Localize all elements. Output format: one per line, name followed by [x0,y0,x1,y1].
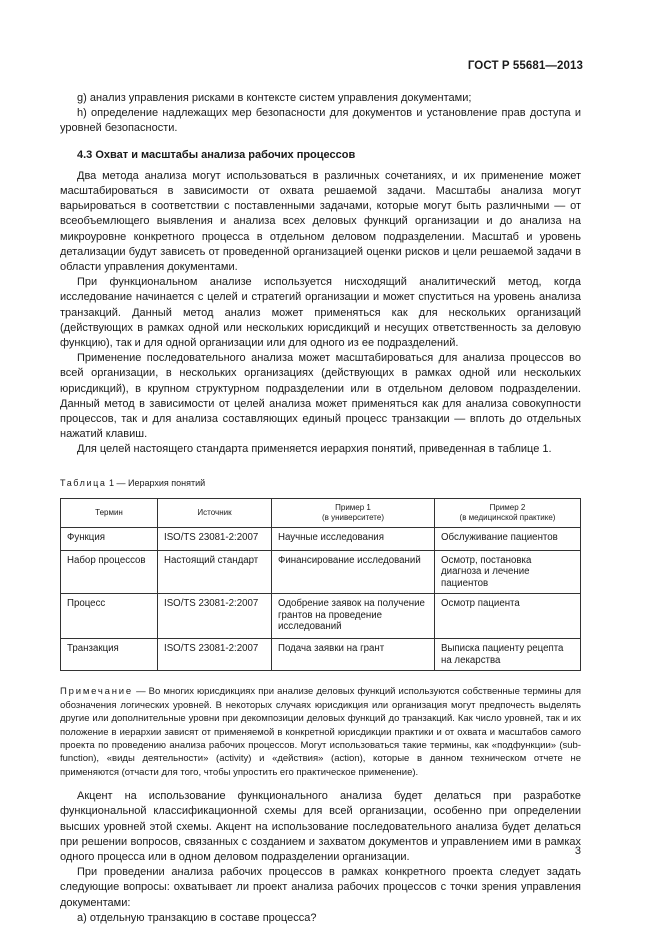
list-item-g: g) анализ управления рисками в контексте систем управления документами; [77,92,472,104]
cell-example-1: Одобрение заявок на получение грантов на проведение исследований [272,594,435,639]
cell-source: ISO/TS 23081-2:2007 [158,527,272,550]
paragraph-4: Для целей настоящего стандарта применяется иерархия понятий, приведенная в таблице 1. [77,443,552,456]
cell-source: ISO/TS 23081-2:2007 [158,594,272,639]
header-example-1: Пример 1 (в университете) [272,498,435,527]
table-note [60,685,581,779]
cell-example-2: Осмотр, постановка диагноза и лечение пациентов [435,550,581,594]
note-label: Примечание [60,686,133,698]
cell-term: Транзакция [61,639,158,671]
cell-example-2: Осмотр пациента [435,594,581,639]
table-row [61,639,581,671]
page-number: 3 [574,845,581,857]
header-example-2: Пример 2 (в медицинской практике) [435,498,581,527]
paragraph-1: Два метода анализа могут использоваться в различных сочетаниях, и их применение может масштабироваться в зависимости от охвата решаемой задачи. Масштабы анализа могут варьироваться в соответствии с поставленными задачами, которые могут быть различными — от всеобъемлющего выявления и анализа всех деловых функций организации и до анализа на микроуровне конкретного процесса в отдельном деловом подразделении. Масштаб и уровень детализации будут зависеть от проведенной организацией оценки рисков и цели решаемой задачи в области управления документами. [60,169,581,274]
header-term: Термин [61,498,158,527]
table-caption-label: Таблица [60,477,107,488]
header-source: Источник [158,498,272,527]
table-row [61,550,581,594]
document-id: ГОСТ Р 55681—2013 [467,60,583,72]
note-text: — Во многих юрисдикциях при анализе деловых функций используются собственные термины для обозначения логических уровней. В некоторых случаях юрисдикция или организация могут предпочесть выделять другие или дополнительные уровни при декомпозиции деловых функций до транзакций. Как число уровней, так и их положение в иерархии зависят от применяемой в конкретной юрисдикции практики и от охвата и масштабов самого проекта по проведению анализа рабочих процессов. Могут использоваться такие термины, как «подфункции» (sub-function), «виды деятельности» (activity) и «действия» (action), которые в данном техническом отчете не применяются (отчасти для того, чтобы упростить его практическое применение). [60,686,581,778]
table-caption-text: 1 — Иерархия понятий [106,477,206,488]
cell-term: Процесс [61,594,158,639]
list-item-h: h) определение надлежащих мер безопасности для документов и установление прав доступа и уровней безопасности. [60,107,581,135]
table-caption [60,476,581,491]
cell-example-1: Подача заявки на грант [272,639,435,671]
page-body [60,91,581,926]
hierarchy-table [60,498,581,672]
table-row [61,527,581,550]
paragraph-3: Применение последовательного анализа может масштабироваться для анализа процессов во всей организации, в нескольких организациях (действующих в рамках одной или нескольких юрисдикций), в крупном структурном подразделении или в отдельном деловом подразделении. Данный метод в зависимости от целей анализа может применяться как для анализа совокупности процессов, так и для анализа составляющих единый процесс транзакции — вплоть до отдельных нажатий клавиш. [60,352,581,441]
table-header-row [61,498,581,527]
list-item-a: а) отдельную транзакцию в составе процесса? [77,911,317,924]
cell-example-1: Научные исследования [272,527,435,550]
paragraph-2: При функциональном анализе используется нисходящий аналитический метод, когда исследование начинается с целей и стратегий организации и может спуститься на уровень анализа транзакций. Данный метод анализ может применяться как для нескольких организаций (действующих в рамках одной или нескольких юрисдикций и несущих ответственность за деловую функцию), так и для одной организации или для одного из ее подразделений. [60,276,581,350]
cell-source: Настоящий стандарт [158,550,272,594]
cell-term: Набор процессов [61,550,158,594]
cell-example-1: Финансирование исследований [272,550,435,594]
paragraph-5: Акцент на использование функционального анализа будет делаться при разработке функциональной классификационной схемы для всей организации, особенно при определении высших уровней этой схемы. Акцент на использование последовательного анализа будет делаться при решении вопросов, связанных с созданием и захватом документов и управлением ими в рамках одного процесса или в одном деловом подразделении организации. [60,790,581,864]
cell-example-2: Выписка пациенту рецепта на лекарства [435,639,581,671]
cell-example-2: Обслуживание пациентов [435,527,581,550]
cell-source: ISO/TS 23081-2:2007 [158,639,272,671]
paragraph-6: При проведении анализа рабочих процессов в рамках конкретного проекта следует задать следующие вопросы: охватывает ли проект анализа рабочих процессов с точки зрения управления документами: [60,866,581,909]
section-heading: 4.3 Охват и масштабы анализа рабочих процессов [77,148,356,161]
cell-term: Функция [61,527,158,550]
table-row [61,594,581,639]
